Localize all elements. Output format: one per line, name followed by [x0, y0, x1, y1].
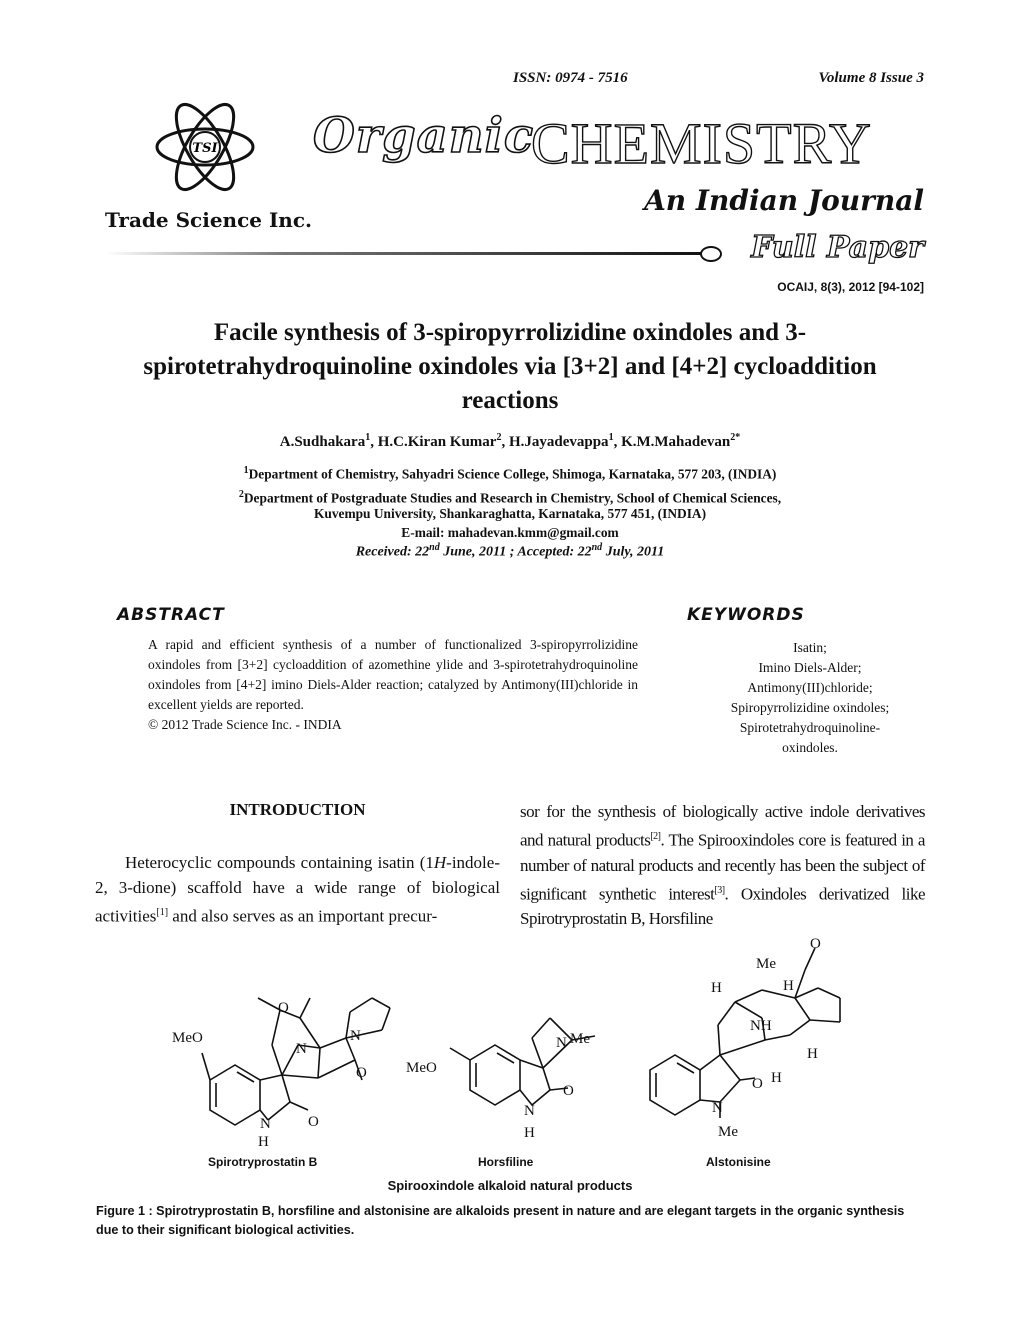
- body-text-left: Heterocyclic compounds containing isatin (1H-indole-2, 3-dione) scaffold have a wide range of biological activities[1] and also serves as an important precur-: [95, 853, 500, 926]
- figure-caption: Figure 1 : Spirotryprostatin B, horsfiline and alstonisine are alkaloids present in nature and are elegant targets in the organic synthesis due to their significant biological activities.: [96, 1204, 905, 1237]
- keyword-item: Antimony(III)chloride;: [747, 680, 873, 695]
- svg-text:O: O: [278, 1000, 289, 1016]
- svg-text:N: N: [712, 1100, 723, 1116]
- keyword-item: Spiropyrrolizidine oxindoles;: [730, 700, 890, 715]
- author-list: A.Sudhakara$^1$, H.C.Kiran Kumar$^2$, H.Jayadevappa$^1$, K.M.Mahadevan$^{2*}$: [279, 432, 741, 450]
- keywords-heading: KEYWORDS: [687, 605, 805, 625]
- svg-text:H: H: [807, 1046, 818, 1062]
- journal-title-chemistry: CHEMISTRY: [531, 111, 872, 176]
- figure-structures: [150, 930, 930, 1160]
- section-heading: INTRODUCTION: [229, 800, 366, 819]
- atom-labels: [172, 936, 821, 1150]
- svg-text:N: N: [260, 1116, 271, 1132]
- compound-label: Horsfiline: [478, 1155, 534, 1169]
- author-name: H.C.Kiran Kumar: [377, 434, 497, 450]
- svg-text:N: N: [296, 1041, 307, 1057]
- affiliation-2-cont: Kuvempu University, Shankaraghatta, Karnataka, 577 451, (INDIA): [313, 506, 707, 521]
- copyright: © 2012 Trade Science Inc. - INDIA: [148, 717, 342, 732]
- volume-issue: Volume 8 Issue 3: [818, 70, 924, 86]
- keyword-item: Spirotetrahydroquinoline-: [739, 720, 881, 735]
- abstract-heading: ABSTRACT: [117, 605, 225, 625]
- svg-text:O: O: [356, 1065, 367, 1081]
- abstract-text: A rapid and efficient synthesis of a number of functionalized 3-spiropyrrolizidine oxindoles from [3+2] cycloaddition of azomethine ylide and 3-spirotetrahydroquinoline oxindoles from [4+2] imino Diels-Alder reaction; catalyzed by Antimony(III)chloride in excellent yields are reported.: [148, 637, 638, 712]
- svg-text:NH: NH: [750, 1018, 772, 1034]
- svg-text:Me: Me: [570, 1031, 590, 1047]
- svg-text:O: O: [563, 1083, 574, 1099]
- header-rule-end: [700, 246, 722, 262]
- alstonisine-structure: [650, 948, 840, 1118]
- author-name: A.Sudhakara: [279, 434, 366, 450]
- journal-title-organic: Organic: [313, 108, 535, 164]
- body-text-right: sor for the synthesis of biologically active indole derivatives and natural products[2]. The Spirooxindoles core is featured in a number of natural products and recently has been the subject of significant synthetic interest[3]. Oxindoles derivatized like Spirotryprostatin B, Horsfiline: [520, 802, 925, 929]
- svg-text:MeO: MeO: [172, 1030, 203, 1046]
- svg-text:MeO: MeO: [406, 1060, 437, 1076]
- issn: ISSN: 0974 - 7516: [513, 70, 628, 86]
- svg-text:H: H: [771, 1070, 782, 1086]
- keyword-item: oxindoles.: [782, 740, 838, 755]
- svg-text:H: H: [711, 980, 722, 996]
- paper-type: Full Paper: [751, 230, 924, 265]
- compound-label: Alstonisine: [706, 1155, 771, 1169]
- citation-ref: [2]: [650, 831, 661, 842]
- header-rule: [105, 252, 705, 255]
- citation-ref: [3]: [714, 884, 725, 896]
- svg-text:H: H: [524, 1125, 535, 1141]
- logo-text: TSI: [192, 141, 218, 156]
- svg-text:Me: Me: [718, 1124, 738, 1140]
- citation: OCAIJ, 8(3), 2012 [94-102]: [777, 280, 924, 294]
- affiliation-2: $^2$Department of Postgraduate Studies and Research in Chemistry, School of Chemical Sciences,: [238, 489, 782, 506]
- author-name: K.M.Mahadevan: [621, 434, 731, 450]
- keyword-item: Imino Diels-Alder;: [758, 660, 862, 675]
- article-title: Facile synthesis of 3-spiropyrrolizidine oxindoles and 3-spirotetrahydroquinoline oxindoles via [3+2] and [4+2] cycloaddition reactions: [143, 319, 877, 414]
- compound-label: Spirotryprostatin B: [208, 1155, 318, 1169]
- svg-text:Me: Me: [756, 956, 776, 972]
- author-name: H.Jayadevappa: [508, 434, 609, 450]
- keyword-list: [690, 638, 930, 758]
- svg-text:N: N: [524, 1103, 535, 1119]
- journal-subtitle: An Indian Journal: [644, 184, 924, 217]
- svg-text:H: H: [783, 978, 794, 994]
- svg-text:O: O: [810, 936, 821, 952]
- affiliation-1: $^1$Department of Chemistry, Sahyadri Science College, Shimoga, Karnataka, 577 203, (INDIA): [243, 465, 777, 482]
- abstract-body: [148, 635, 638, 735]
- keyword-item: Isatin;: [793, 640, 827, 655]
- spirotryprostatin-b-structure: [202, 998, 390, 1125]
- email[interactable]: E-mail: mahadevan.kmm@gmail.com: [401, 525, 619, 540]
- tsi-logo: [150, 92, 260, 202]
- figure-group-label: Spirooxindole alkaloid natural products: [387, 1178, 633, 1193]
- citation-ref: [1]: [156, 907, 169, 918]
- svg-text:N: N: [556, 1035, 567, 1051]
- svg-text:N: N: [350, 1028, 361, 1044]
- svg-text:O: O: [752, 1076, 763, 1092]
- received-dates: Received: 22nd June, 2011 ; Accepted: 22nd July, 2011: [355, 542, 665, 560]
- svg-text:H: H: [258, 1134, 269, 1150]
- svg-text:O: O: [308, 1114, 319, 1130]
- publisher: Trade Science Inc.: [105, 208, 312, 232]
